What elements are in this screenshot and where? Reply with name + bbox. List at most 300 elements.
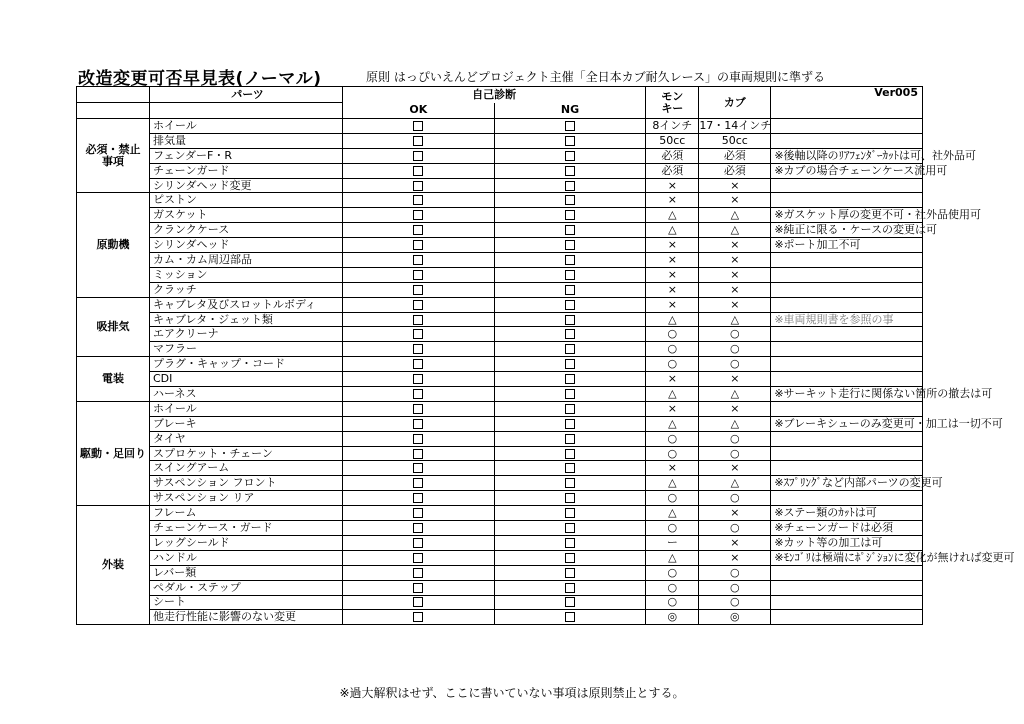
cub-value: × xyxy=(699,550,771,565)
ng-checkbox[interactable] xyxy=(565,225,575,235)
monkey-value: ー xyxy=(646,535,699,550)
footer-note: ※過大解釈はせず、ここに書いていない事項は原則禁止とする。 xyxy=(339,686,685,700)
ok-checkbox[interactable] xyxy=(413,270,423,280)
ng-checkbox[interactable] xyxy=(565,597,575,607)
ng-checkbox-cell xyxy=(494,297,646,312)
cub-value: × xyxy=(699,282,771,297)
table-row xyxy=(77,476,923,491)
table-row xyxy=(77,610,923,625)
note xyxy=(771,119,923,134)
part-name: エアクリーナ xyxy=(150,327,343,342)
table-row xyxy=(77,267,923,282)
ok-checkbox[interactable] xyxy=(413,240,423,250)
ng-checkbox[interactable] xyxy=(565,493,575,503)
monkey-value: △ xyxy=(646,476,699,491)
monkey-value: ○ xyxy=(646,521,699,536)
monkey-value: × xyxy=(646,267,699,282)
table-row xyxy=(77,446,923,461)
ok-checkbox[interactable] xyxy=(413,151,423,161)
ok-checkbox[interactable] xyxy=(413,329,423,339)
ok-checkbox-cell xyxy=(343,491,495,506)
ok-checkbox[interactable] xyxy=(413,285,423,295)
part-name: ブレーキ xyxy=(150,416,343,431)
header-category-lower xyxy=(77,103,150,119)
ok-checkbox-cell xyxy=(343,208,495,223)
ok-checkbox[interactable] xyxy=(413,136,423,146)
note: ※後軸以降のﾘｱﾌｪﾝﾀﾞｰｶｯﾄは可、社外品可 xyxy=(771,148,923,163)
monkey-value: △ xyxy=(646,506,699,521)
ok-checkbox[interactable] xyxy=(413,255,423,265)
ok-checkbox-cell xyxy=(343,163,495,178)
table-row xyxy=(77,491,923,506)
note: ※チェーンガードは必須 xyxy=(771,521,923,536)
part-name: チェーンガード xyxy=(150,163,343,178)
ng-checkbox[interactable] xyxy=(565,389,575,399)
ng-checkbox[interactable] xyxy=(565,329,575,339)
cub-value: ○ xyxy=(699,342,771,357)
monkey-value: △ xyxy=(646,387,699,402)
cub-value: △ xyxy=(699,312,771,327)
ok-checkbox[interactable] xyxy=(413,225,423,235)
note: ※ステー類のｶｯﾄは可 xyxy=(771,506,923,521)
category-label: 外装 xyxy=(102,558,124,572)
part-name: スプロケット・チェーン xyxy=(150,446,343,461)
rules-table xyxy=(76,86,1015,625)
ng-checkbox-cell xyxy=(494,580,646,595)
ok-checkbox[interactable] xyxy=(413,181,423,191)
ng-checkbox[interactable] xyxy=(565,240,575,250)
category-cell xyxy=(77,297,150,357)
note xyxy=(771,446,923,461)
ok-checkbox[interactable] xyxy=(413,508,423,518)
ok-checkbox-cell xyxy=(343,461,495,476)
ng-checkbox[interactable] xyxy=(565,285,575,295)
ng-checkbox[interactable] xyxy=(565,136,575,146)
cub-value: × xyxy=(699,461,771,476)
part-name: CDI xyxy=(150,372,343,387)
table-row xyxy=(77,431,923,446)
ng-checkbox-cell xyxy=(494,327,646,342)
ng-checkbox-cell xyxy=(494,506,646,521)
part-name: キャブレタ・ジェット類 xyxy=(150,312,343,327)
ng-checkbox-cell xyxy=(494,372,646,387)
ng-checkbox-cell xyxy=(494,535,646,550)
table-row xyxy=(77,208,923,223)
ng-checkbox[interactable] xyxy=(565,359,575,369)
ng-checkbox[interactable] xyxy=(565,583,575,593)
table-row xyxy=(77,133,923,148)
part-name: ホイール xyxy=(150,119,343,134)
monkey-value: △ xyxy=(646,550,699,565)
ok-checkbox-cell xyxy=(343,193,495,208)
monkey-value: × xyxy=(646,178,699,193)
ok-checkbox-cell xyxy=(343,253,495,268)
cub-value: ○ xyxy=(699,565,771,580)
note: ※サーキット走行に関係ない箇所の撤去は可 xyxy=(771,387,923,402)
ng-checkbox-cell xyxy=(494,342,646,357)
note: ※ブレーキシューのみ変更可・加工は一切不可 xyxy=(771,416,923,431)
table-row xyxy=(77,223,923,238)
part-name: マフラー xyxy=(150,342,343,357)
ng-checkbox-cell xyxy=(494,133,646,148)
page-title: 改造変更可否早見表(ノーマル) xyxy=(78,69,322,89)
monkey-value: × xyxy=(646,297,699,312)
ok-checkbox-cell xyxy=(343,223,495,238)
category-label-line2: 事項 xyxy=(102,154,124,168)
ok-checkbox-cell xyxy=(343,387,495,402)
note xyxy=(771,342,923,357)
table-row xyxy=(77,550,923,565)
cub-value: △ xyxy=(699,476,771,491)
part-name: シート xyxy=(150,595,343,610)
ng-checkbox[interactable] xyxy=(565,404,575,414)
monkey-value: ○ xyxy=(646,327,699,342)
category-cell xyxy=(77,119,150,193)
ng-checkbox[interactable] xyxy=(565,568,575,578)
ng-checkbox[interactable] xyxy=(565,210,575,220)
ng-checkbox-cell xyxy=(494,476,646,491)
ok-checkbox-cell xyxy=(343,372,495,387)
cub-value: ○ xyxy=(699,357,771,372)
ok-checkbox-cell xyxy=(343,238,495,253)
category-cell xyxy=(77,401,150,505)
monkey-value: ○ xyxy=(646,357,699,372)
part-name: プラグ・キャップ・コード xyxy=(150,357,343,372)
ng-checkbox[interactable] xyxy=(565,270,575,280)
table-row xyxy=(77,506,923,521)
cub-value: ○ xyxy=(699,521,771,536)
ng-checkbox-cell xyxy=(494,163,646,178)
ok-checkbox-cell xyxy=(343,580,495,595)
note xyxy=(771,610,923,625)
part-name: フレーム xyxy=(150,506,343,521)
ng-checkbox[interactable] xyxy=(565,523,575,533)
cub-value: △ xyxy=(699,387,771,402)
note: ※ポート加工不可 xyxy=(771,238,923,253)
note: ※純正に限る・ケースの変更は可 xyxy=(771,223,923,238)
cub-value: 必須 xyxy=(699,148,771,163)
ng-checkbox-cell xyxy=(494,238,646,253)
cub-value: 50cc xyxy=(699,133,771,148)
monkey-value: △ xyxy=(646,208,699,223)
ok-checkbox-cell xyxy=(343,133,495,148)
ng-checkbox-cell xyxy=(494,119,646,134)
table-row xyxy=(77,193,923,208)
ng-checkbox-cell xyxy=(494,282,646,297)
ng-checkbox[interactable] xyxy=(565,553,575,563)
table-row xyxy=(77,282,923,297)
ok-checkbox[interactable] xyxy=(413,344,423,354)
header-self-diagnosis: 自己診断 xyxy=(343,87,646,103)
table-row xyxy=(77,401,923,416)
ok-checkbox[interactable] xyxy=(413,389,423,399)
table-header xyxy=(77,87,923,119)
table-row xyxy=(77,535,923,550)
cub-value: × xyxy=(699,267,771,282)
part-name: ホイール xyxy=(150,401,343,416)
cub-value: × xyxy=(699,253,771,268)
header-ok: OK xyxy=(343,103,495,119)
category-cell xyxy=(77,506,150,625)
note xyxy=(771,565,923,580)
ok-checkbox[interactable] xyxy=(413,419,423,429)
table-body xyxy=(77,118,1015,625)
header-cub: カブ xyxy=(699,87,771,119)
part-name: チェーンケース・ガード xyxy=(150,521,343,536)
category-cell xyxy=(77,357,150,402)
ok-checkbox[interactable] xyxy=(413,315,423,325)
table-row xyxy=(77,565,923,580)
note xyxy=(771,327,923,342)
monkey-value: × xyxy=(646,253,699,268)
table-row xyxy=(77,521,923,536)
table-row xyxy=(77,148,923,163)
ok-checkbox-cell xyxy=(343,446,495,461)
ng-checkbox-cell xyxy=(494,401,646,416)
note xyxy=(771,401,923,416)
part-name: キャブレタ及びスロットルボディ xyxy=(150,297,343,312)
ok-checkbox[interactable] xyxy=(413,166,423,176)
ok-checkbox[interactable] xyxy=(413,434,423,444)
ng-checkbox-cell xyxy=(494,550,646,565)
ok-checkbox[interactable] xyxy=(413,195,423,205)
note xyxy=(771,595,923,610)
part-name: ハーネス xyxy=(150,387,343,402)
ok-checkbox[interactable] xyxy=(413,493,423,503)
category-label: 吸排気 xyxy=(96,319,130,333)
table-row xyxy=(77,312,923,327)
part-name: ハンドル xyxy=(150,550,343,565)
ok-checkbox[interactable] xyxy=(413,597,423,607)
ok-checkbox-cell xyxy=(343,595,495,610)
ok-checkbox[interactable] xyxy=(413,538,423,548)
ng-checkbox[interactable] xyxy=(565,419,575,429)
ok-checkbox[interactable] xyxy=(413,121,423,131)
ng-checkbox[interactable] xyxy=(565,121,575,131)
ok-checkbox-cell xyxy=(343,312,495,327)
cub-value: ○ xyxy=(699,327,771,342)
part-name: サスペンション リア xyxy=(150,491,343,506)
cub-value: ○ xyxy=(699,491,771,506)
ng-checkbox-cell xyxy=(494,208,646,223)
monkey-value: ○ xyxy=(646,595,699,610)
table-row xyxy=(77,372,923,387)
category-label: 必須・禁止 xyxy=(85,142,141,156)
ng-checkbox-cell xyxy=(494,193,646,208)
ng-checkbox-cell xyxy=(494,148,646,163)
part-name: ガスケット xyxy=(150,208,343,223)
table-row xyxy=(77,387,923,402)
ok-checkbox[interactable] xyxy=(413,568,423,578)
ok-checkbox[interactable] xyxy=(413,210,423,220)
cub-value: ○ xyxy=(699,580,771,595)
table-row xyxy=(77,119,923,134)
ng-checkbox-cell xyxy=(494,253,646,268)
cub-value: △ xyxy=(699,208,771,223)
part-name: ミッション xyxy=(150,267,343,282)
ng-checkbox-cell xyxy=(494,610,646,625)
ok-checkbox[interactable] xyxy=(413,449,423,459)
cub-value: × xyxy=(699,535,771,550)
ok-checkbox-cell xyxy=(343,297,495,312)
category-label: 原動機 xyxy=(96,238,130,252)
ng-checkbox[interactable] xyxy=(565,315,575,325)
table-row xyxy=(77,238,923,253)
ng-checkbox[interactable] xyxy=(565,300,575,310)
cub-value: ○ xyxy=(699,431,771,446)
monkey-value: ○ xyxy=(646,446,699,461)
ng-checkbox[interactable] xyxy=(565,538,575,548)
ng-checkbox-cell xyxy=(494,595,646,610)
cub-value: 必須 xyxy=(699,163,771,178)
part-name: スイングアーム xyxy=(150,461,343,476)
header-category xyxy=(77,87,150,103)
table-row xyxy=(77,163,923,178)
part-name: クラッチ xyxy=(150,282,343,297)
monkey-value: × xyxy=(646,461,699,476)
part-name: ペダル・ステップ xyxy=(150,580,343,595)
ng-checkbox[interactable] xyxy=(565,449,575,459)
ng-checkbox[interactable] xyxy=(565,166,575,176)
part-name: サスペンション フロント xyxy=(150,476,343,491)
monkey-value: × xyxy=(646,401,699,416)
ng-checkbox-cell xyxy=(494,431,646,446)
ok-checkbox-cell xyxy=(343,401,495,416)
ng-checkbox-cell xyxy=(494,565,646,580)
ok-checkbox-cell xyxy=(343,148,495,163)
ng-checkbox-cell xyxy=(494,178,646,193)
ok-checkbox[interactable] xyxy=(413,553,423,563)
table-row xyxy=(77,357,923,372)
ok-checkbox-cell xyxy=(343,119,495,134)
ok-checkbox-cell xyxy=(343,267,495,282)
ng-checkbox[interactable] xyxy=(565,255,575,265)
ng-checkbox-cell xyxy=(494,312,646,327)
note xyxy=(771,580,923,595)
cub-value: × xyxy=(699,372,771,387)
ng-checkbox-cell xyxy=(494,357,646,372)
monkey-value: 必須 xyxy=(646,148,699,163)
monkey-value: × xyxy=(646,193,699,208)
ok-checkbox-cell xyxy=(343,610,495,625)
monkey-value: △ xyxy=(646,416,699,431)
ng-checkbox[interactable] xyxy=(565,612,575,622)
note: ※ｽﾌﾟﾘﾝｸﾞなど内部パーツの変更可 xyxy=(771,476,923,491)
ok-checkbox-cell xyxy=(343,535,495,550)
ok-checkbox[interactable] xyxy=(413,404,423,414)
note xyxy=(771,431,923,446)
cub-value: 17・14インチ xyxy=(699,118,772,132)
monkey-value: ○ xyxy=(646,565,699,580)
ok-checkbox-cell xyxy=(343,282,495,297)
monkey-value: 50cc xyxy=(646,133,699,148)
part-name: 排気量 xyxy=(150,133,343,148)
part-name: レッグシールド xyxy=(150,535,343,550)
note xyxy=(771,491,923,506)
header-parts-lower xyxy=(150,103,343,119)
ng-checkbox[interactable] xyxy=(565,181,575,191)
ok-checkbox-cell xyxy=(343,565,495,580)
monkey-value: ○ xyxy=(646,431,699,446)
ok-checkbox[interactable] xyxy=(413,359,423,369)
note xyxy=(771,253,923,268)
cub-value: △ xyxy=(699,416,771,431)
note: ※カブの場合チェーンケース流用可 xyxy=(771,163,923,178)
ok-checkbox[interactable] xyxy=(413,374,423,384)
ng-checkbox-cell xyxy=(494,521,646,536)
monkey-value: ○ xyxy=(646,342,699,357)
ok-checkbox-cell xyxy=(343,327,495,342)
category-label: 駆動・足回り xyxy=(80,446,146,460)
ng-checkbox[interactable] xyxy=(565,463,575,473)
category-label: 電装 xyxy=(102,372,124,386)
header-monkey xyxy=(646,87,699,119)
part-name: レバー類 xyxy=(150,565,343,580)
ok-checkbox[interactable] xyxy=(413,523,423,533)
ok-checkbox[interactable] xyxy=(413,300,423,310)
ok-checkbox-cell xyxy=(343,416,495,431)
ok-checkbox-cell xyxy=(343,342,495,357)
cub-value: × xyxy=(699,238,771,253)
cub-value: × xyxy=(699,506,771,521)
monkey-value: ○ xyxy=(646,491,699,506)
table-row xyxy=(77,253,923,268)
header-monkey-line2: キー xyxy=(661,101,684,115)
table-row xyxy=(77,342,923,357)
table-row xyxy=(77,297,923,312)
cub-value: ○ xyxy=(699,446,771,461)
ng-checkbox[interactable] xyxy=(565,374,575,384)
ok-checkbox[interactable] xyxy=(413,583,423,593)
ng-checkbox[interactable] xyxy=(565,478,575,488)
monkey-value: 必須 xyxy=(646,163,699,178)
cub-value: × xyxy=(699,178,771,193)
monkey-value: × xyxy=(646,372,699,387)
note: ※ガスケット厚の変更不可・社外品使用可 xyxy=(771,208,923,223)
cub-value: ◎ xyxy=(699,610,771,625)
ok-checkbox[interactable] xyxy=(413,463,423,473)
ng-checkbox[interactable] xyxy=(565,151,575,161)
page-subtitle: 原則 はっぴいえんどプロジェクト主催「全日本カブ耐久レース」の車両規則に準ずる xyxy=(366,70,825,84)
version-label: Ver005 xyxy=(771,87,923,119)
ng-checkbox[interactable] xyxy=(565,508,575,518)
note: ※車両規則書を参照の事 xyxy=(771,312,923,327)
ng-checkbox[interactable] xyxy=(565,195,575,205)
note xyxy=(771,372,923,387)
note xyxy=(771,461,923,476)
note xyxy=(771,193,923,208)
note xyxy=(771,178,923,193)
ng-checkbox[interactable] xyxy=(565,344,575,354)
table-row xyxy=(77,461,923,476)
cub-value: × xyxy=(699,401,771,416)
ng-checkbox[interactable] xyxy=(565,434,575,444)
cub-value: × xyxy=(699,193,771,208)
ok-checkbox-cell xyxy=(343,550,495,565)
ok-checkbox[interactable] xyxy=(413,478,423,488)
category-cell xyxy=(77,193,150,297)
ok-checkbox-cell xyxy=(343,178,495,193)
ok-checkbox[interactable] xyxy=(413,612,423,622)
note: ※ﾓﾝｺﾞﾘは極端にﾎﾟｼﾞｼｮﾝに変化が無ければ変更可 xyxy=(771,550,923,565)
table-row xyxy=(77,580,923,595)
ok-checkbox-cell xyxy=(343,506,495,521)
part-name: 他走行性能に影響のない変更 xyxy=(150,610,343,625)
ok-checkbox-cell xyxy=(343,476,495,491)
ok-checkbox-cell xyxy=(343,357,495,372)
note: ※カット等の加工は可 xyxy=(771,535,923,550)
table-row xyxy=(77,178,923,193)
